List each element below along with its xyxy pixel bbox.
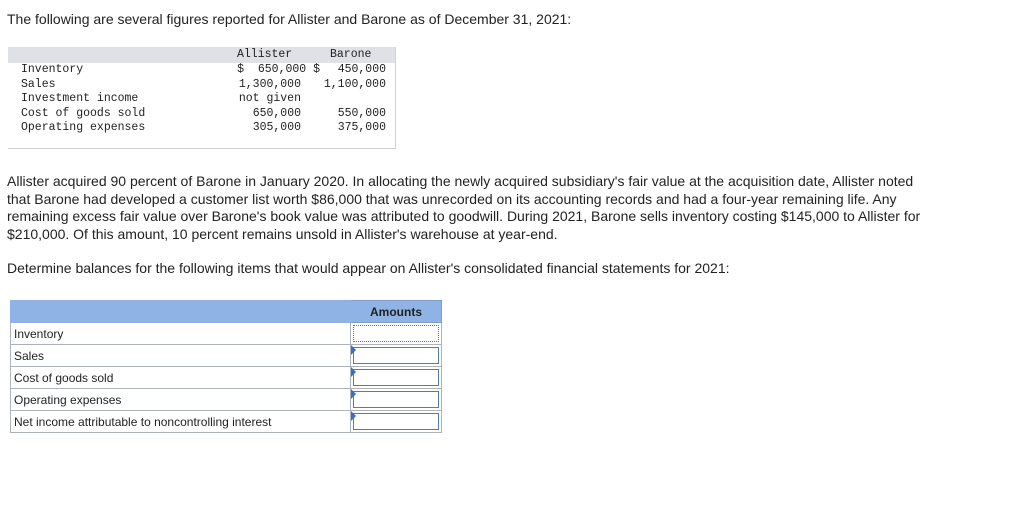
table-row (11, 367, 442, 389)
fig-barone-value: 450,000 (337, 63, 386, 76)
col-header-barone: Barone (330, 48, 372, 61)
table-row (11, 389, 442, 411)
amount-cell (351, 323, 442, 345)
fig-row-label: Inventory (21, 63, 84, 76)
figures-bottom-border (8, 148, 396, 149)
answer-table (10, 300, 442, 433)
flag-icon (351, 367, 356, 377)
fig-allister-value: $ 650,000 $ (237, 63, 320, 76)
table-row (11, 345, 442, 367)
flag-icon (351, 411, 356, 421)
flag-icon (351, 389, 356, 399)
amount-cell (351, 345, 442, 367)
operating-expenses-amount-input[interactable] (353, 391, 439, 408)
figures-table (8, 47, 396, 149)
table-row (11, 411, 442, 433)
amount-cell (351, 389, 442, 411)
row-label: Inventory (11, 323, 351, 345)
flag-icon (351, 345, 356, 355)
fig-row-label: Operating expenses (21, 121, 146, 134)
figures-right-border (395, 47, 396, 149)
row-label: Cost of goods sold (11, 367, 351, 389)
fig-barone-value: 1,100,000 (323, 78, 386, 91)
amount-cell (351, 411, 442, 433)
fig-allister-value: 305,000 (252, 121, 301, 134)
row-label: Net income attributable to noncontrolling interest (11, 411, 351, 433)
answer-header-blank (11, 301, 351, 323)
cogs-amount-input[interactable] (353, 369, 439, 386)
fig-allister-value: not given (238, 92, 301, 105)
amount-cell (351, 367, 442, 389)
answer-header-row (11, 301, 442, 323)
question-text: Determine balances for the following items that would appear on Allister's consolidated financial statements for 2021: (7, 260, 730, 276)
fig-barone-value: 550,000 (337, 107, 386, 120)
fig-allister-value: 1,300,000 (238, 78, 301, 91)
amounts-header: Amounts (351, 301, 442, 323)
inventory-amount-input[interactable] (353, 325, 439, 342)
fig-allister-value: 650,000 (252, 107, 301, 120)
table-row (11, 323, 442, 345)
fig-row-label: Cost of goods sold (21, 107, 146, 120)
nci-amount-input[interactable] (353, 413, 439, 430)
problem-paragraph: Allister acquired 90 percent of Barone in January 2020. In allocating the newly acquired subsidiary's fair value at the acquisition date, Allister noted that Barone had developed a customer list worth $86,000 that was unrecorded on its accounting records and had a four-year remaining life. Any remaining excess fair value over Barone's book value was attributed to goodwill. During 2021, Barone sells inventory costing $145,000 to Allister for $210,000. Of this amount, 10 percent remains unsold in Allister's warehouse at year-end. (7, 173, 921, 242)
intro-text: The following are several figures reported for Allister and Barone as of December 31, 2021: (7, 11, 572, 27)
fig-row-label: Investment income (21, 92, 139, 105)
sales-amount-input[interactable] (353, 347, 439, 364)
row-label: Operating expenses (11, 389, 351, 411)
col-header-allister: Allister (237, 48, 293, 61)
fig-barone-value: 375,000 (337, 121, 386, 134)
fig-row-label: Sales (21, 78, 56, 91)
row-label: Sales (11, 345, 351, 367)
